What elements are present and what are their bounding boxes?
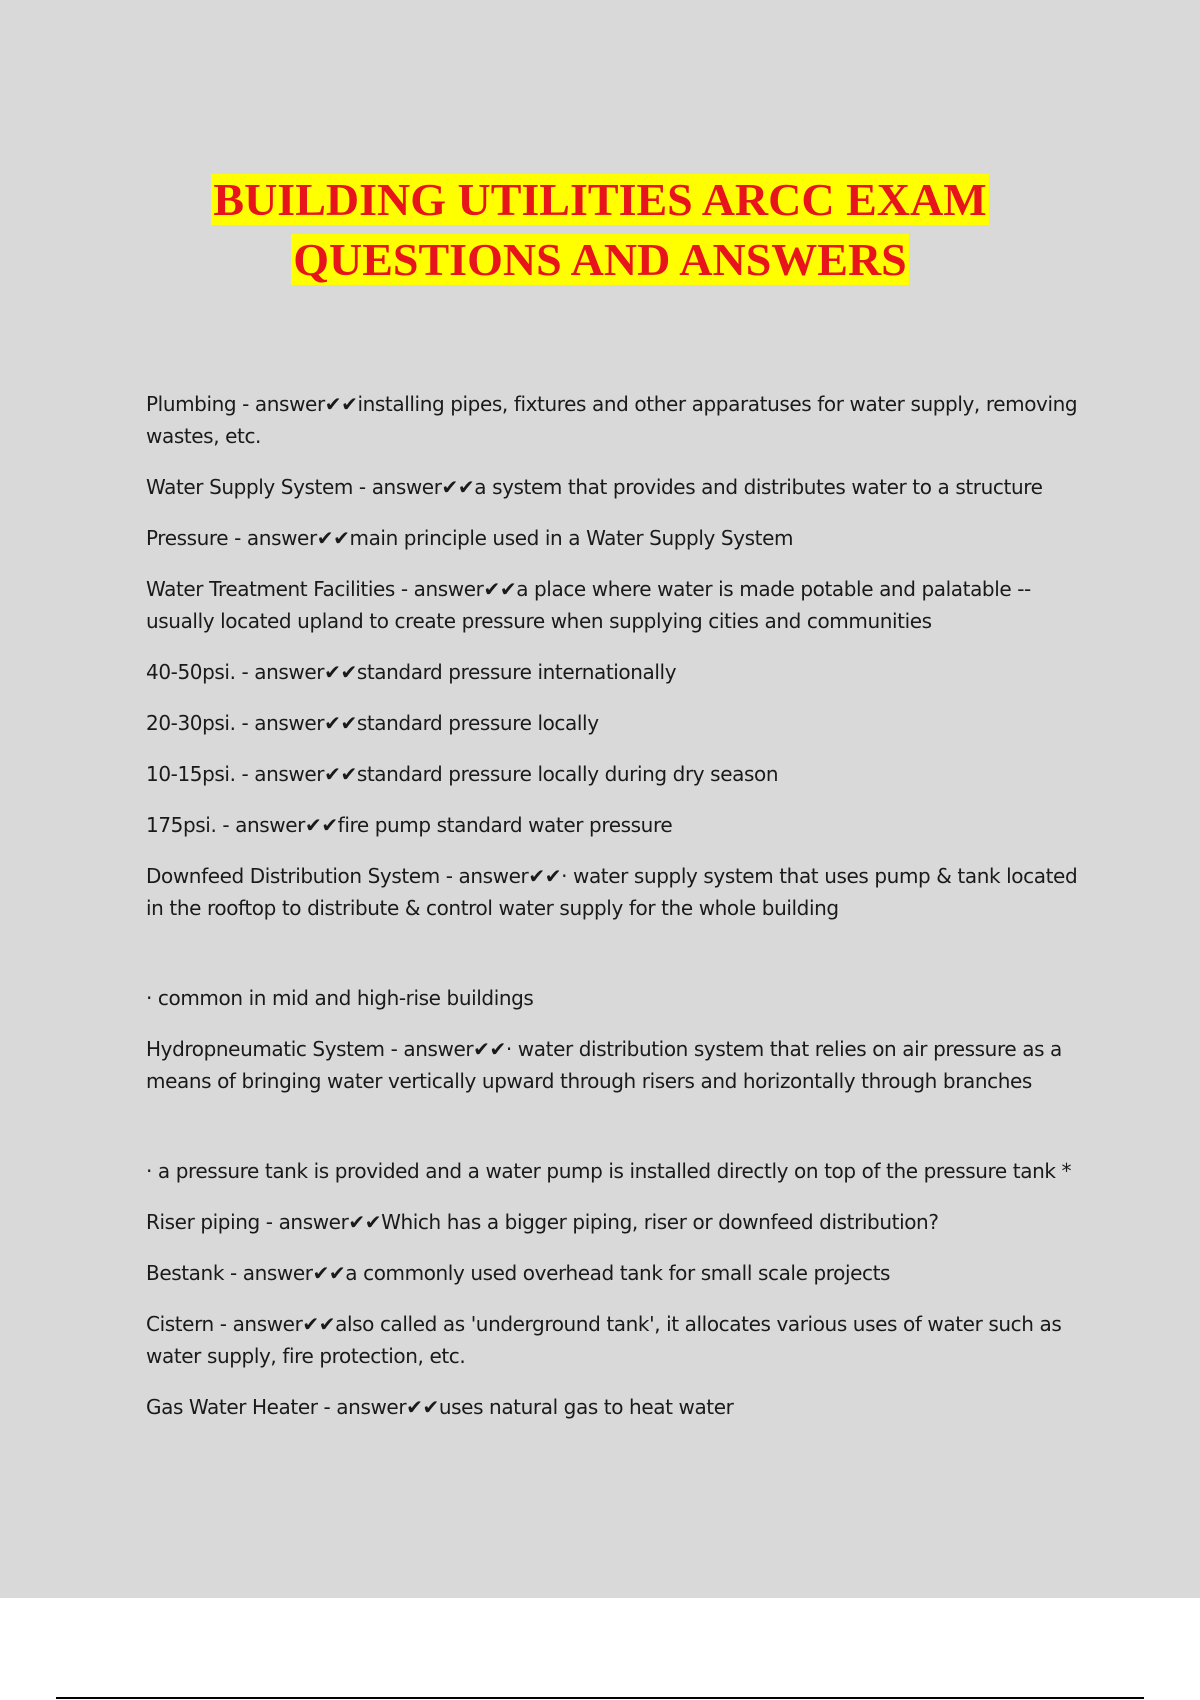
qa-item-riser-piping: Riser piping - answer✔✔Which has a bigger piping, riser or downfeed distribution?: [146, 1210, 939, 1234]
qa-item-downfeed-note: · common in mid and high-rise buildings: [146, 986, 534, 1010]
qa-item-downfeed-distribution-system: Downfeed Distribution System - answer✔✔· water supply system that uses pump & tank located in the rooftop to distribute & control water supply for the whole building: [146, 864, 1078, 920]
title-line-2: QUESTIONS AND ANSWERS: [293, 234, 907, 285]
qa-item-pressure: Pressure - answer✔✔main principle used in a Water Supply System: [146, 526, 794, 550]
qa-item-water-supply-system: Water Supply System - answer✔✔a system that provides and distributes water to a structure: [146, 475, 1043, 499]
qa-item-gas-water-heater: Gas Water Heater - answer✔✔uses natural gas to heat water: [146, 1395, 734, 1419]
bottom-divider: [56, 1697, 1144, 1699]
qa-item-175psi: 175psi. - answer✔✔fire pump standard water pressure: [146, 813, 673, 837]
qa-item-hydropneumatic-system: Hydropneumatic System - answer✔✔· water distribution system that relies on air pressure as a means of bringing water vertically upward through risers and horizontally through branches: [146, 1037, 1062, 1093]
qa-item-plumbing: Plumbing - answer✔✔installing pipes, fixtures and other apparatuses for water supply, removing wastes, etc.: [146, 392, 1078, 448]
title-line-1: BUILDING UTILITIES ARCC EXAM: [213, 174, 987, 225]
qa-item-cistern: Cistern - answer✔✔also called as 'underground tank', it allocates various uses of water such as water supply, fire protection, etc.: [146, 1312, 1062, 1368]
qa-item-40-50psi: 40-50psi. - answer✔✔standard pressure internationally: [146, 660, 677, 684]
qa-item-hydropneumatic-note: · a pressure tank is provided and a water pump is installed directly on top of the pressure tank *: [146, 1159, 1072, 1183]
qa-item-10-15psi: 10-15psi. - answer✔✔standard pressure locally during dry season: [146, 762, 779, 786]
qa-list: [146, 388, 1096, 1442]
qa-item-water-treatment-facilities: Water Treatment Facilities - answer✔✔a place where water is made potable and palatable -- usually located upland to create pressure when supplying cities and communities: [146, 577, 1031, 633]
qa-item-bestank: Bestank - answer✔✔a commonly used overhead tank for small scale projects: [146, 1261, 891, 1285]
document-title: [0, 170, 1200, 290]
qa-item-20-30psi: 20-30psi. - answer✔✔standard pressure locally: [146, 711, 599, 735]
